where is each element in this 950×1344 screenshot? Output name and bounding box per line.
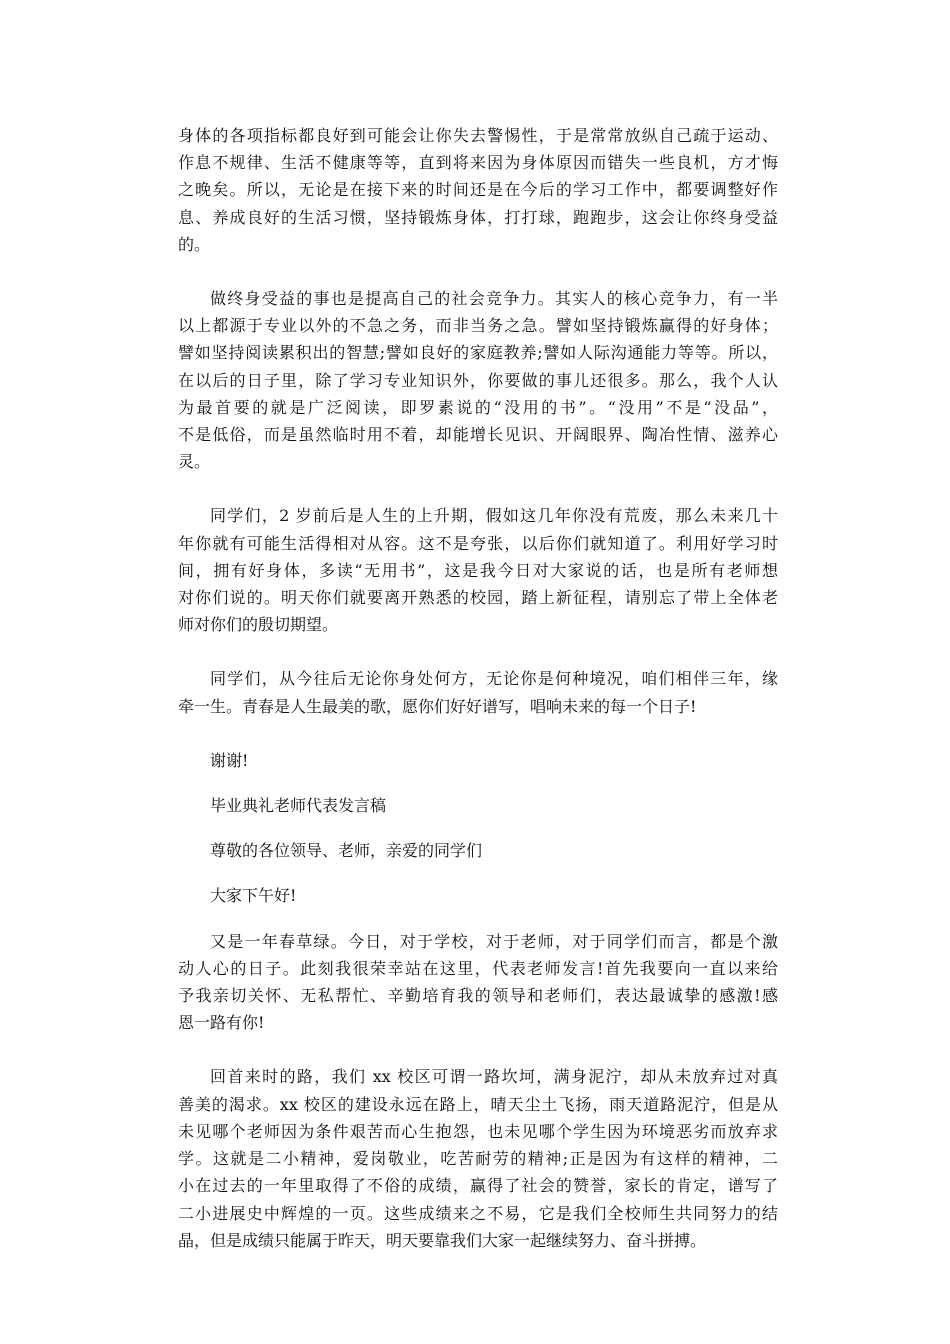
text-line: 未见哪个老师因为条件艰苦而心生抱怨，也未见哪个学生因为环境恶劣而放弃求: [178, 1121, 778, 1141]
text-line: 大家下午好!: [210, 886, 297, 906]
paragraph: [178, 928, 778, 1037]
paragraph: [178, 882, 778, 909]
text-line: 譬如坚持阅读累积出的智慧;譬如良好的家庭教养;譬如人际沟通能力等等。所以，: [178, 343, 778, 363]
text-line: 对你们说的。明天你们就要离开熟悉的校园，踏上新征程，请别忘了带上全体老: [178, 588, 778, 608]
paragraph: [178, 1063, 778, 1253]
text-line: 年你就有可能生活得相对从容。这不是夸张，以后你们就知道了。利用好学习时: [178, 533, 778, 553]
text-line: 予我亲切关怀、无私帮忙、辛勤培育我的领导和老师们，表达最诚挚的感激!感: [178, 986, 778, 1006]
text-line: 作息不规律、生活不健康等等，直到将来因为身体原因而错失一些良机，方才悔: [178, 153, 778, 173]
text-line: 做终身受益的事也是提高自己的社会竞争力。其实人的核心竞争力，有一半: [210, 289, 778, 309]
text-line: 不是低俗，而是虽然临时用不着，却能增长见识、开阔眼界、陶冶性情、滋养心: [178, 425, 778, 445]
paragraph: [178, 792, 778, 819]
paragraph: [178, 122, 778, 258]
text-line: 灵。: [178, 452, 211, 472]
text-line: 善美的渴求。xx 校区的建设永远在路上，晴天尘土飞扬，雨天道路泥泞，但是从: [178, 1094, 778, 1114]
paragraph: [178, 285, 778, 475]
document-body: [178, 122, 778, 1254]
text-line: 在以后的日子里，除了学习专业知识外，你要做的事儿还很多。那么，我个人认: [178, 370, 778, 390]
text-line: 以上都源于专业以外的不急之务，而非当务之急。譬如坚持锻炼赢得的好身体；: [178, 316, 778, 336]
text-line: 的。: [178, 234, 211, 254]
text-line: 恩一路有你!: [178, 1013, 265, 1033]
text-line: 为最首要的就是广泛阅读，即罗素说的“没用的书”。“没用”不是“没品”，: [178, 397, 778, 417]
text-line: 毕业典礼老师代表发言稿: [210, 796, 387, 816]
text-line: 息、养成良好的生活习惯，坚持锻炼身体，打打球，跑跑步，这会让你终身受益: [178, 207, 778, 227]
text-line: 二小进展史中辉煌的一页。这些成绩来之不易，它是我们全校师生共同努力的结: [178, 1203, 778, 1223]
text-line: 学。这就是二小精神，爱岗敬业，吃苦耐劳的精神;正是因为有这样的精神，二: [178, 1149, 778, 1169]
paragraph: [178, 665, 778, 719]
text-line: 又是一年春草绿。今日，对于学校，对于老师，对于同学们而言，都是个激: [210, 931, 778, 951]
text-line: 动人心的日子。此刻我很荣幸站在这里，代表老师发言!首先我要向一直以来给: [178, 958, 778, 978]
paragraph: [178, 837, 778, 864]
text-line: 同学们，2 岁前后是人生的上升期，假如这几年你没有荒废，那么未来几十: [210, 506, 778, 526]
text-line: 师对你们的殷切期望。: [178, 615, 339, 635]
text-line: 尊敬的各位领导、老师，亲爱的同学们: [210, 841, 483, 861]
text-line: 同学们，从今往后无论你身处何方，无论你是何种境况，咱们相伴三年，缘: [210, 669, 778, 689]
paragraph: [178, 502, 778, 638]
text-line: 牵一生。青春是人生最美的歌，愿你们好好谱写，唱响未来的每一个日子!: [178, 696, 697, 716]
text-line: 回首来时的路，我们 xx 校区可谓一路坎坷，满身泥泞，却从未放弃过对真: [210, 1067, 778, 1087]
text-line: 谢谢!: [210, 750, 249, 770]
paragraph: [178, 747, 778, 774]
text-line: 晶，但是成绩只能属于昨天，明天要靠我们大家一起继续努力、奋斗拼搏。: [178, 1230, 707, 1250]
text-line: 之晚矣。所以，无论是在接下来的时间还是在今后的学习工作中，都要调整好作: [178, 180, 778, 200]
document-page: [178, 122, 778, 1254]
text-line: 间，拥有好身体，多读“无用书”，这是我今日对大家说的话，也是所有老师想: [178, 560, 778, 580]
text-line: 小在过去的一年里取得了不俗的成绩，赢得了社会的赞誉，家长的肯定，谱写了: [178, 1176, 778, 1196]
text-line: 身体的各项指标都良好到可能会让你失去警惕性，于是常常放纵自己疏于运动、: [178, 126, 778, 145]
